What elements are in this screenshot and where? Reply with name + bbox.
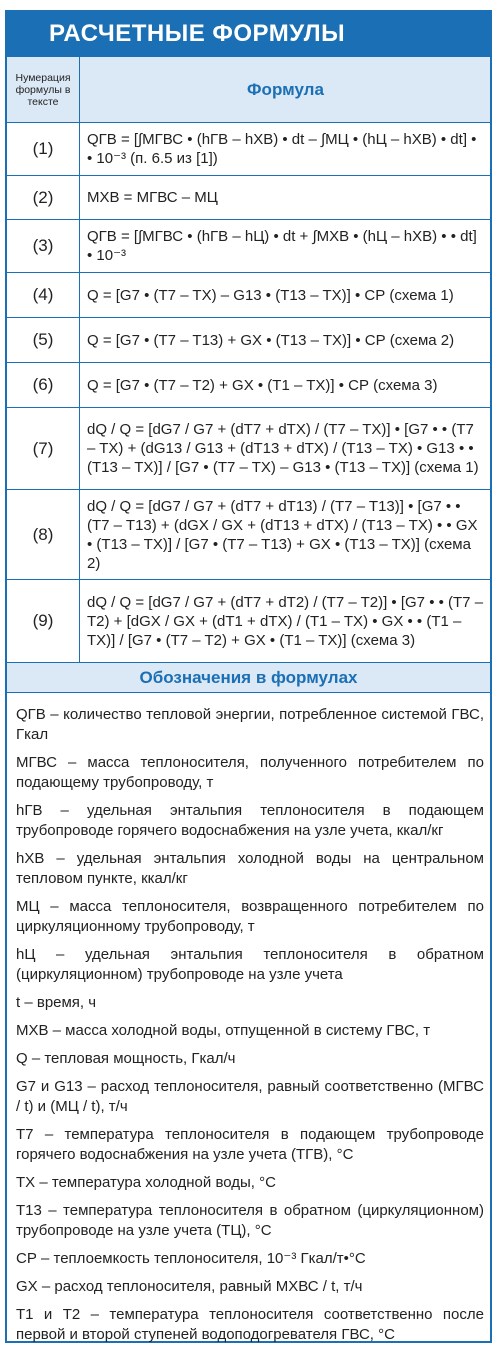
formula-text: Q = [G7 • (T7 – T13) + GХ • (T13 – TХ)] • CР (схема 2) <box>87 331 455 349</box>
legend-item: T7 – температура теплоносителя в подающем трубопроводе горячего водоснабжения на узле учета (TГВ), °C <box>16 1126 484 1163</box>
table-row <box>7 318 490 363</box>
table-row <box>7 273 490 318</box>
legend-title: Обозначения в формулах <box>7 663 490 693</box>
formula-text: dQ / Q = [dG7 / G7 + (dT7 + dT2) / (T7 – T2)] • [G7 • • (T7 – T2) + [dGХ / GХ + (dT1 + dTХ) / (T1 – TХ) • GХ • • (T1 – TХ)] / [G7 • (T7 – T2) + GХ • (T1 – TХ)] (схема 3) <box>87 593 484 649</box>
legend-item: hГВ – удельная энтальпия теплоносителя в подающем трубопроводе горячего водоснабжения на узле учета, ккал/кг <box>16 802 484 839</box>
table-row <box>7 363 490 408</box>
formula-number: (4) <box>7 273 80 317</box>
formula-text: dQ / Q = [dG7 / G7 + (dT7 + dT13) / (T7 – T13)] • [G7 • • (T7 – T13) + (dGХ / GХ + (dT13 + dTХ) / (T13 – TХ) • • GХ • (T13 – TХ)] / [G7 • (T7 – T13) + GХ • (T13 – TХ)] (схема 2) <box>87 497 478 572</box>
formula-number: (3) <box>7 220 80 272</box>
legend-list <box>16 705 484 1353</box>
formula-number: (9) <box>7 580 80 662</box>
num-column-header: Нумерация формулы в тексте <box>7 57 80 122</box>
formula-panel <box>5 10 492 1343</box>
formula-number: (6) <box>7 363 80 407</box>
table-row <box>7 176 490 220</box>
formula-table <box>7 57 490 663</box>
legend-item: MГВС – масса теплоносителя, полученного потребителем по подающему трубопроводу, т <box>16 754 484 791</box>
table-row <box>7 580 490 663</box>
legend-item: Q – тепловая мощность, Гкал/ч <box>16 1050 236 1067</box>
legend-item: T13 – температура теплоносителя в обратном (циркуляционном) трубопроводе на узле учета (TЦ), °C <box>16 1202 484 1239</box>
formula-text: QГВ = [∫MГВС • (hГВ – hХВ) • dt – ∫MЦ • (hЦ – hХВ) • dt] • • 10⁻³ (п. 6.5 из [1]) <box>87 131 477 167</box>
formula-number: (1) <box>7 123 80 175</box>
legend-item: G7 и G13 – расход теплоносителя, равный соответственно (MГВС / t) и (MЦ / t), т/ч <box>16 1078 484 1115</box>
formula-text: Q = [G7 • (T7 – T2) + GХ • (T1 – TХ)] • CР (схема 3) <box>87 376 438 394</box>
table-row <box>7 408 490 490</box>
legend-item: GХ – расход теплоносителя, равный MХВС / t, т/ч <box>16 1278 363 1295</box>
legend-item: CР – теплоемкость теплоносителя, 10⁻³ Гкал/т•°C <box>16 1250 366 1267</box>
table-row <box>7 220 490 273</box>
page-title: РАСЧЕТНЫЕ ФОРМУЛЫ <box>49 20 346 47</box>
legend-item: hХВ – удельная энтальпия холодной воды на центральном тепловом пункте, ккал/кг <box>16 850 484 887</box>
legend-item: t – время, ч <box>16 994 97 1011</box>
table-row <box>7 123 490 176</box>
legend-item: MХВ – масса холодной воды, отпущенной в систему ГВС, т <box>16 1022 431 1039</box>
title-bar <box>7 12 490 57</box>
legend-item: TХ – температура холодной воды, °C <box>16 1174 276 1191</box>
legend-item: T1 и T2 – температура теплоносителя соответственно после первой и второй ступеней водоподогревателя ГВС, °C <box>16 1306 484 1343</box>
table-row <box>7 490 490 580</box>
formula-number: (8) <box>7 490 80 579</box>
legend-item: QГВ – количество тепловой энергии, потребленное системой ГВС, Гкал <box>16 706 484 743</box>
legend-item: MЦ – масса теплоносителя, возвращенного потребителем по циркуляционному трубопроводу, т <box>16 898 484 935</box>
formula-text: MХВ = MГВС – MЦ <box>87 189 218 206</box>
legend-item: hЦ – удельная энтальпия теплоносителя в обратном (циркуляционном) трубопроводе на узле учета <box>16 946 484 983</box>
formula-text: dQ / Q = [dG7 / G7 + (dT7 + dTХ) / (T7 – TХ)] • [G7 • • (T7 – TХ) + (dG13 / G13 + (dT13 + dTХ) / (T13 – TХ) • G13 • • (T13 – TХ)] / [G7 • (T7 – TХ) – G13 • (T13 – TХ)] (схема 1) <box>87 421 479 476</box>
table-header <box>7 57 490 123</box>
formula-text: QГВ = [∫MГВС • (hГВ – hЦ) • dt + ∫MХВ • (hЦ – hХВ) • • dt] • 10⁻³ <box>87 228 477 264</box>
formula-text: Q = [G7 • (T7 – TХ) – G13 • (T13 – TХ)] • CР (схема 1) <box>87 286 454 304</box>
formula-number: (5) <box>7 318 80 362</box>
formula-column-header: Формула <box>247 80 324 99</box>
formula-number: (2) <box>7 176 80 219</box>
formula-number: (7) <box>7 408 80 489</box>
